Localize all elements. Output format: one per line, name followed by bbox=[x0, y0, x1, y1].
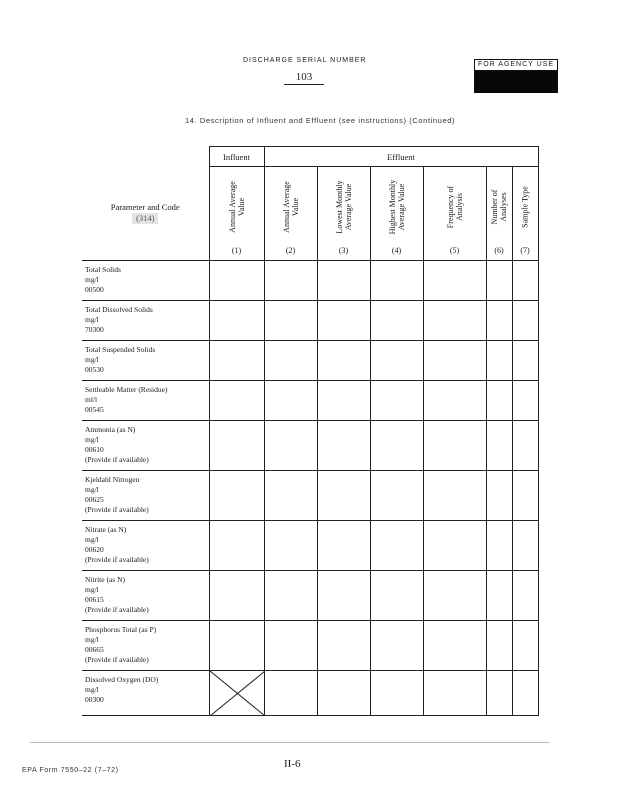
serial-number-value: 103 bbox=[284, 71, 324, 85]
value-cell-col7[interactable] bbox=[512, 471, 538, 521]
parameter-note: (Provide if available) bbox=[85, 455, 149, 464]
table-row bbox=[82, 521, 538, 571]
table-row bbox=[82, 341, 538, 381]
value-cell-col4[interactable] bbox=[370, 621, 423, 671]
page-number: II-6 bbox=[284, 758, 301, 770]
column-number: (5) bbox=[449, 246, 460, 255]
value-cell-col7[interactable] bbox=[512, 421, 538, 471]
column-header-label: Lowest Monthly Average Value bbox=[334, 180, 353, 234]
value-cell-col1[interactable] bbox=[209, 471, 264, 521]
value-cell-col5[interactable] bbox=[423, 341, 486, 381]
parameter-unit: mg/l bbox=[85, 435, 99, 444]
not-applicable-x-mark bbox=[209, 671, 264, 716]
parameter-name: Total Suspended Solids bbox=[85, 345, 156, 354]
value-cell-col3[interactable] bbox=[317, 381, 370, 421]
influent-group-header: Influent bbox=[209, 147, 264, 167]
parameter-code: 00500 bbox=[85, 285, 104, 294]
column-number: (1) bbox=[231, 246, 242, 255]
parameter-unit: mg/l bbox=[85, 275, 99, 284]
value-cell-col5[interactable] bbox=[423, 671, 486, 716]
value-cell-col3[interactable] bbox=[317, 621, 370, 671]
value-cell-col3[interactable] bbox=[317, 671, 370, 716]
value-cell-col1[interactable] bbox=[209, 381, 264, 421]
value-cell-col6[interactable] bbox=[486, 381, 512, 421]
value-cell-col1[interactable] bbox=[209, 571, 264, 621]
parameter-cell bbox=[82, 471, 209, 521]
value-cell-col7[interactable] bbox=[512, 621, 538, 671]
table-row bbox=[82, 301, 538, 341]
agency-use-blackout bbox=[475, 71, 557, 93]
value-cell-col3[interactable] bbox=[317, 521, 370, 571]
value-cell-col2[interactable] bbox=[264, 421, 317, 471]
value-cell-col6[interactable] bbox=[486, 421, 512, 471]
value-cell-col3[interactable] bbox=[317, 261, 370, 301]
column-number: (2) bbox=[285, 246, 296, 255]
value-cell-col1[interactable] bbox=[209, 301, 264, 341]
value-cell-col5[interactable] bbox=[423, 521, 486, 571]
value-cell-col6[interactable] bbox=[486, 671, 512, 716]
value-cell-col4[interactable] bbox=[370, 421, 423, 471]
value-cell-col6[interactable] bbox=[486, 261, 512, 301]
column-header-7 bbox=[512, 167, 538, 261]
column-header-6 bbox=[486, 167, 512, 261]
parameter-name: Settleable Matter (Residue) bbox=[85, 385, 168, 394]
column-header-label: Frequency of Analysis bbox=[445, 185, 464, 229]
value-cell-col5[interactable] bbox=[423, 471, 486, 521]
parameter-unit: mg/l bbox=[85, 685, 99, 694]
footer-divider bbox=[30, 742, 550, 743]
parameter-cell bbox=[82, 341, 209, 381]
value-cell-col3[interactable] bbox=[317, 341, 370, 381]
column-header-label: Highest Monthly Average Value bbox=[387, 179, 406, 235]
parameter-unit: ml/l bbox=[85, 395, 98, 404]
value-cell-col2[interactable] bbox=[264, 381, 317, 421]
serial-number-label: DISCHARGE SERIAL NUMBER bbox=[243, 57, 367, 64]
value-cell-col2[interactable] bbox=[264, 471, 317, 521]
parameter-unit: mg/l bbox=[85, 355, 99, 364]
value-cell-col1[interactable] bbox=[209, 521, 264, 571]
value-cell-col2[interactable] bbox=[264, 621, 317, 671]
value-cell-col7[interactable] bbox=[512, 571, 538, 621]
parameter-note: (Provide if available) bbox=[85, 605, 149, 614]
parameter-code: 00530 bbox=[85, 365, 104, 374]
parameter-name: Kjeldahl Nitrogen bbox=[85, 475, 140, 484]
value-cell-col6[interactable] bbox=[486, 471, 512, 521]
parameter-code: 00620 bbox=[85, 545, 104, 554]
value-cell-col3[interactable] bbox=[317, 471, 370, 521]
value-cell-col5[interactable] bbox=[423, 571, 486, 621]
value-cell-col4[interactable] bbox=[370, 301, 423, 341]
parameter-cell bbox=[82, 421, 209, 471]
value-cell-col6[interactable] bbox=[486, 621, 512, 671]
parameter-name: Nitrate (as N) bbox=[85, 525, 127, 534]
parameter-unit: mg/l bbox=[85, 485, 99, 494]
parameter-cell bbox=[82, 521, 209, 571]
value-cell-col3[interactable] bbox=[317, 421, 370, 471]
value-cell-col7[interactable] bbox=[512, 261, 538, 301]
parameter-cell bbox=[82, 571, 209, 621]
value-cell-col5[interactable] bbox=[423, 381, 486, 421]
column-header-label: Annual Average Value bbox=[227, 181, 246, 233]
parameter-name: Total Dissolved Solids bbox=[85, 305, 153, 314]
parameter-unit: mg/l bbox=[85, 635, 99, 644]
parameter-code: 00300 bbox=[85, 695, 104, 704]
value-cell-col7[interactable] bbox=[512, 381, 538, 421]
value-cell-col5[interactable] bbox=[423, 621, 486, 671]
value-cell-col2[interactable] bbox=[264, 341, 317, 381]
table-row bbox=[82, 421, 538, 471]
value-cell-col1[interactable] bbox=[209, 421, 264, 471]
section-title: 14. Description of Influent and Effluent (see instructions) (Continued) bbox=[185, 116, 456, 125]
value-cell-col4[interactable] bbox=[370, 341, 423, 381]
table-row bbox=[82, 621, 538, 671]
value-cell-col4[interactable] bbox=[370, 471, 423, 521]
column-header-2 bbox=[264, 167, 317, 261]
value-cell-col2[interactable] bbox=[264, 571, 317, 621]
parameter-name: Ammonia (as N) bbox=[85, 425, 136, 434]
parameter-header-code: (314) bbox=[132, 213, 158, 224]
parameter-code: 00625 bbox=[85, 495, 104, 504]
parameter-code: 00545 bbox=[85, 405, 104, 414]
column-header-4 bbox=[370, 167, 423, 261]
agency-use-label: FOR AGENCY USE bbox=[475, 60, 557, 71]
parameter-header bbox=[82, 167, 209, 261]
column-header-label: Sample Type bbox=[520, 186, 530, 228]
parameter-header-label: Parameter and Code bbox=[110, 202, 180, 213]
table-row bbox=[82, 671, 538, 716]
table-row bbox=[82, 571, 538, 621]
parameter-note: (Provide if available) bbox=[85, 555, 149, 564]
header-blank bbox=[82, 147, 209, 167]
value-cell-col1[interactable] bbox=[209, 341, 264, 381]
parameter-unit: mg/l bbox=[85, 315, 99, 324]
value-cell-col4[interactable] bbox=[370, 571, 423, 621]
value-cell-col3[interactable] bbox=[317, 301, 370, 341]
parameter-unit: mg/l bbox=[85, 535, 99, 544]
value-cell-col3[interactable] bbox=[317, 571, 370, 621]
value-cell-col2[interactable] bbox=[264, 671, 317, 716]
agency-use-box bbox=[474, 59, 558, 93]
value-cell-col6[interactable] bbox=[486, 301, 512, 341]
table-row bbox=[82, 261, 538, 301]
value-cell-col4[interactable] bbox=[370, 671, 423, 716]
value-cell-col1[interactable] bbox=[209, 261, 264, 301]
value-cell-col4[interactable] bbox=[370, 261, 423, 301]
value-cell-col7[interactable] bbox=[512, 301, 538, 341]
parameter-note: (Provide if available) bbox=[85, 505, 149, 514]
column-number: (3) bbox=[338, 246, 349, 255]
column-header-1 bbox=[209, 167, 264, 261]
parameter-name: Total Solids bbox=[85, 265, 121, 274]
value-cell-col5[interactable] bbox=[423, 261, 486, 301]
parameter-name: Nitrite (as N) bbox=[85, 575, 125, 584]
parameter-code: 00665 bbox=[85, 645, 104, 654]
value-cell-col6[interactable] bbox=[486, 571, 512, 621]
parameter-code: 00615 bbox=[85, 595, 104, 604]
column-number: (6) bbox=[494, 246, 504, 255]
column-number: (7) bbox=[520, 246, 530, 255]
table-row bbox=[82, 381, 538, 421]
value-cell-col7[interactable] bbox=[512, 341, 538, 381]
effluent-group-header: Effluent bbox=[264, 147, 538, 167]
value-cell-col6[interactable] bbox=[486, 341, 512, 381]
column-header-label: Annual Average Value bbox=[281, 181, 300, 233]
form-identifier: EPA Form 7550–22 (7–72) bbox=[22, 767, 119, 774]
column-header-3 bbox=[317, 167, 370, 261]
parameter-note: (Provide if available) bbox=[85, 655, 149, 664]
parameter-cell bbox=[82, 301, 209, 341]
value-cell-col4[interactable] bbox=[370, 521, 423, 571]
value-cell-col2[interactable] bbox=[264, 261, 317, 301]
value-cell-col1[interactable] bbox=[209, 621, 264, 671]
parameter-name: Dissolved Oxygen (DO) bbox=[85, 675, 159, 684]
influent-effluent-table bbox=[82, 146, 539, 716]
parameter-code: 70300 bbox=[85, 325, 104, 334]
parameter-cell bbox=[82, 261, 209, 301]
parameter-name: Phosphorus Total (as P) bbox=[85, 625, 157, 634]
parameter-cell bbox=[82, 671, 209, 716]
parameter-cell bbox=[82, 381, 209, 421]
value-cell-col2[interactable] bbox=[264, 301, 317, 341]
value-cell-col6[interactable] bbox=[486, 521, 512, 571]
value-cell-col5[interactable] bbox=[423, 301, 486, 341]
parameter-unit: mg/l bbox=[85, 585, 99, 594]
value-cell-col2[interactable] bbox=[264, 521, 317, 571]
column-header-label: Number of Analyses bbox=[490, 189, 508, 225]
parameter-cell bbox=[82, 621, 209, 671]
table-row bbox=[82, 471, 538, 521]
parameter-code: 00610 bbox=[85, 445, 104, 454]
value-cell-col4[interactable] bbox=[370, 381, 423, 421]
value-cell-col7[interactable] bbox=[512, 671, 538, 716]
value-cell-col5[interactable] bbox=[423, 421, 486, 471]
value-cell-col7[interactable] bbox=[512, 521, 538, 571]
column-header-5 bbox=[423, 167, 486, 261]
column-number: (4) bbox=[391, 246, 402, 255]
